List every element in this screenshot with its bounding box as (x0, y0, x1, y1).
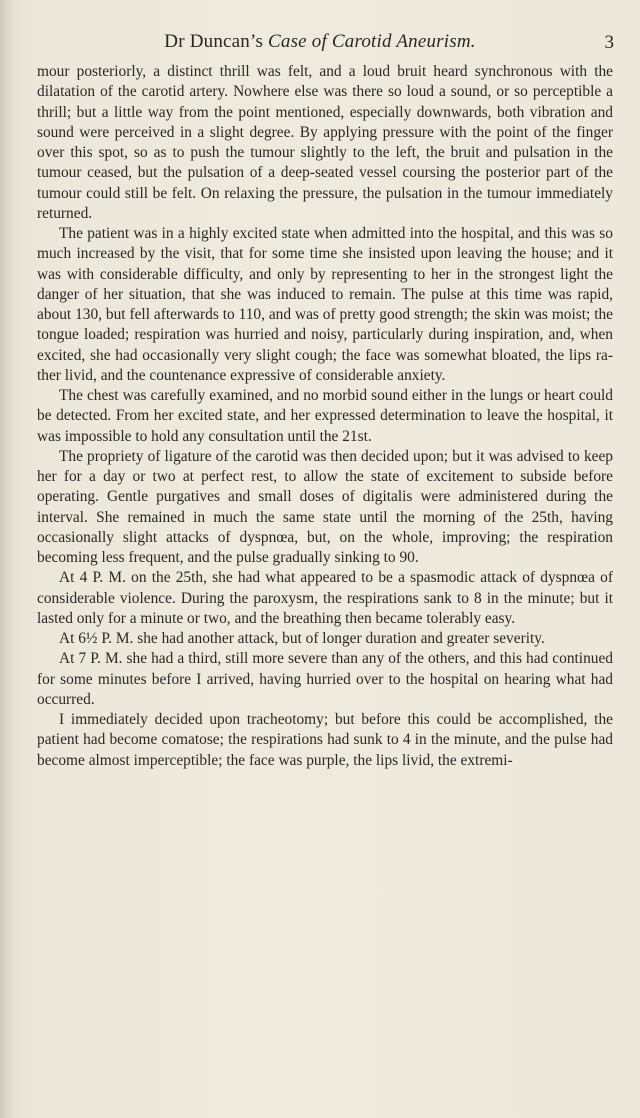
paragraph-1: mour posteriorly, a distinct thrill was felt, and a loud bruit heard synchronous with the dilatation of the carotid artery. Nowhere else was there so loud a sound, or so perceptible a thrill; but a little way from the point mentioned, especially downwards, both vibration and sound were perceived in a slight degree. By applying pressure with the point of the finger over this spot, so as to push the tumour slightly to the left, the bruit and pulsation in the tumour ceased, but the pulsation of a deep-seated vessel coursing the posterior part of the tumour could still be felt. On relaxing the pressure, the pulsation in the tumour immediately returned. (37, 63, 613, 222)
body-text (37, 62, 613, 771)
running-head-author: Dr Duncan’s (164, 31, 269, 52)
paragraph-2: The patient was in a highly excited state when admitted into the hospital, and this was so much increased by the visit, that for some time she insisted upon leaving the house; and it was with considerable difficulty, and only by representing to her in the strongest light the danger of her situation, that she was induced to remain. The pulse at this time was rapid, about 130, but fell afterwards to 110, and was of pretty good strength; the skin was moist; the tongue loaded; respiration was hurried and noisy, particularly during inspiration, and, when excited, she had occasionally very slight cough; the face was somewhat bloated, the lips rather livid, and the countenance expressive of considerable anxiety. (37, 225, 613, 384)
page-edge-shadow (0, 0, 14, 1118)
running-head (0, 31, 640, 53)
running-head-title: Case of Carotid Aneurism. (268, 31, 476, 52)
page-number: 3 (604, 32, 614, 53)
paragraph-6: At 6½ P. M. she had another attack, but of longer duration and greater severity. (59, 630, 545, 647)
paragraph-7: At 7 P. M. she had a third, still more severe than any of the others, and this had continued for some minutes before I arrived, having hurried over to the hospital on hearing what had occurred. (37, 650, 613, 708)
paragraph-4: The propriety of ligature of the carotid was then decided upon; but it was advised to keep her for a day or two at perfect rest, to allow the state of excitement to subside before operating. Gentle purgatives and small doses of digitalis were administered during the interval. She remained in much the same state until the morning of the 25th, having occasionally slight attacks of dyspnœa, but, on the whole, improving; the respiration becoming less frequent, and the pulse gradually sinking to 90. (37, 447, 613, 566)
paragraph-5: At 4 P. M. on the 25th, she had what appeared to be a spasmodic attack of dyspnœa of considerable violence. During the paroxysm, the respirations sank to 8 in the minute; but it lasted only for a minute or two, and the breathing then became tolerably easy. (37, 569, 613, 627)
page-header (0, 31, 640, 55)
paragraph-8: I immediately decided upon tracheotomy; but before this could be accomplished, the patient had become comatose; the respirations had sunk to 4 in the minute, and the pulse had become almost imperceptible; the face was purple, the lips livid, the extremi- (37, 711, 613, 769)
paragraph-3: The chest was carefully examined, and no morbid sound either in the lungs or heart could be detected. From her excited state, and her expressed determination to leave the hospital, it was impossible to hold any consultation until the 21st. (37, 387, 613, 445)
